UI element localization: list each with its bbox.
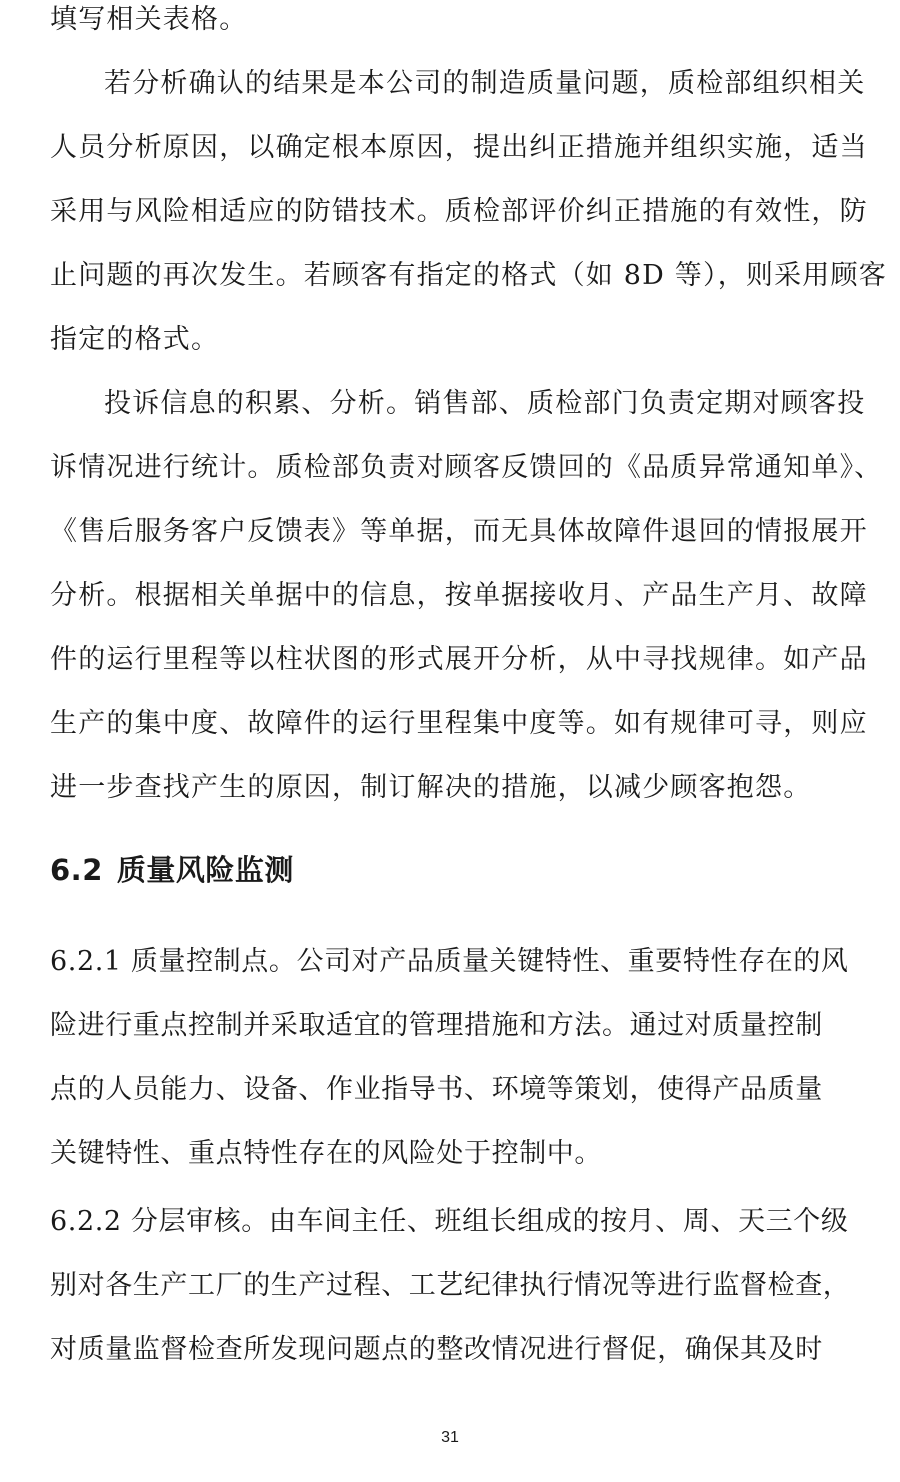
subsection-line: 别对各生产工厂的生产过程、工艺纪律执行情况等进行监督检查，: [50, 1270, 851, 1301]
section-number: 6.2: [50, 853, 103, 887]
paragraph-line: 进一步查找产生的原因，制订解决的措施，以减少顾客抱怨。: [50, 772, 812, 803]
subsection-line: 6.2.2 分层审核。由车间主任、班组长组成的按月、周、天三个级: [50, 1206, 849, 1237]
page-number: 31: [441, 1429, 459, 1446]
subsection-line: 点的人员能力、设备、作业指导书、环境等策划，使得产品质量: [50, 1074, 823, 1105]
paragraph-line: 人员分析原因，以确定根本原因，提出纠正措施并组织实施，适当: [50, 132, 868, 163]
paragraph-line: 止问题的再次发生。若顾客有指定的格式（如 8D 等），则采用顾客: [50, 260, 887, 291]
section-title: 质量风险监测: [116, 853, 294, 887]
paragraph-line: 《售后服务客户反馈表》等单据，而无具体故障件退回的情报展开: [50, 516, 868, 547]
paragraph-line: 若分析确认的结果是本公司的制造质量问题，质检部组织相关: [104, 68, 866, 99]
paragraph-line: 生产的集中度、故障件的运行里程集中度等。如有规律可寻，则应: [50, 708, 868, 739]
paragraph-line: 诉情况进行统计。质检部负责对顾客反馈回的《品质异常通知单》、: [50, 452, 883, 483]
subsection-line: 关键特性、重点特性存在的风险处于控制中。: [50, 1138, 602, 1169]
paragraph-line: 件的运行里程等以柱状图的形式展开分析，从中寻找规律。如产品: [50, 644, 868, 675]
section-heading: [50, 850, 294, 890]
paragraph-line: 投诉信息的积累、分析。销售部、质检部门负责定期对顾客投: [104, 388, 866, 419]
subsection-line: 险进行重点控制并采取适宜的管理措施和方法。通过对质量控制: [50, 1010, 823, 1041]
paragraph-line: 分析。根据相关单据中的信息，按单据接收月、产品生产月、故障: [50, 580, 868, 611]
subsection-line: 6.2.1 质量控制点。公司对产品质量关键特性、重要特性存在的风: [50, 946, 849, 977]
paragraph-line: 指定的格式。: [50, 324, 220, 355]
paragraph-line: 填写相关表格。: [50, 4, 248, 35]
paragraph-line: 采用与风险相适应的防错技术。质检部评价纠正措施的有效性，防: [50, 196, 868, 227]
subsection-line: 对质量监督检查所发现问题点的整改情况进行督促，确保其及时: [50, 1334, 823, 1365]
